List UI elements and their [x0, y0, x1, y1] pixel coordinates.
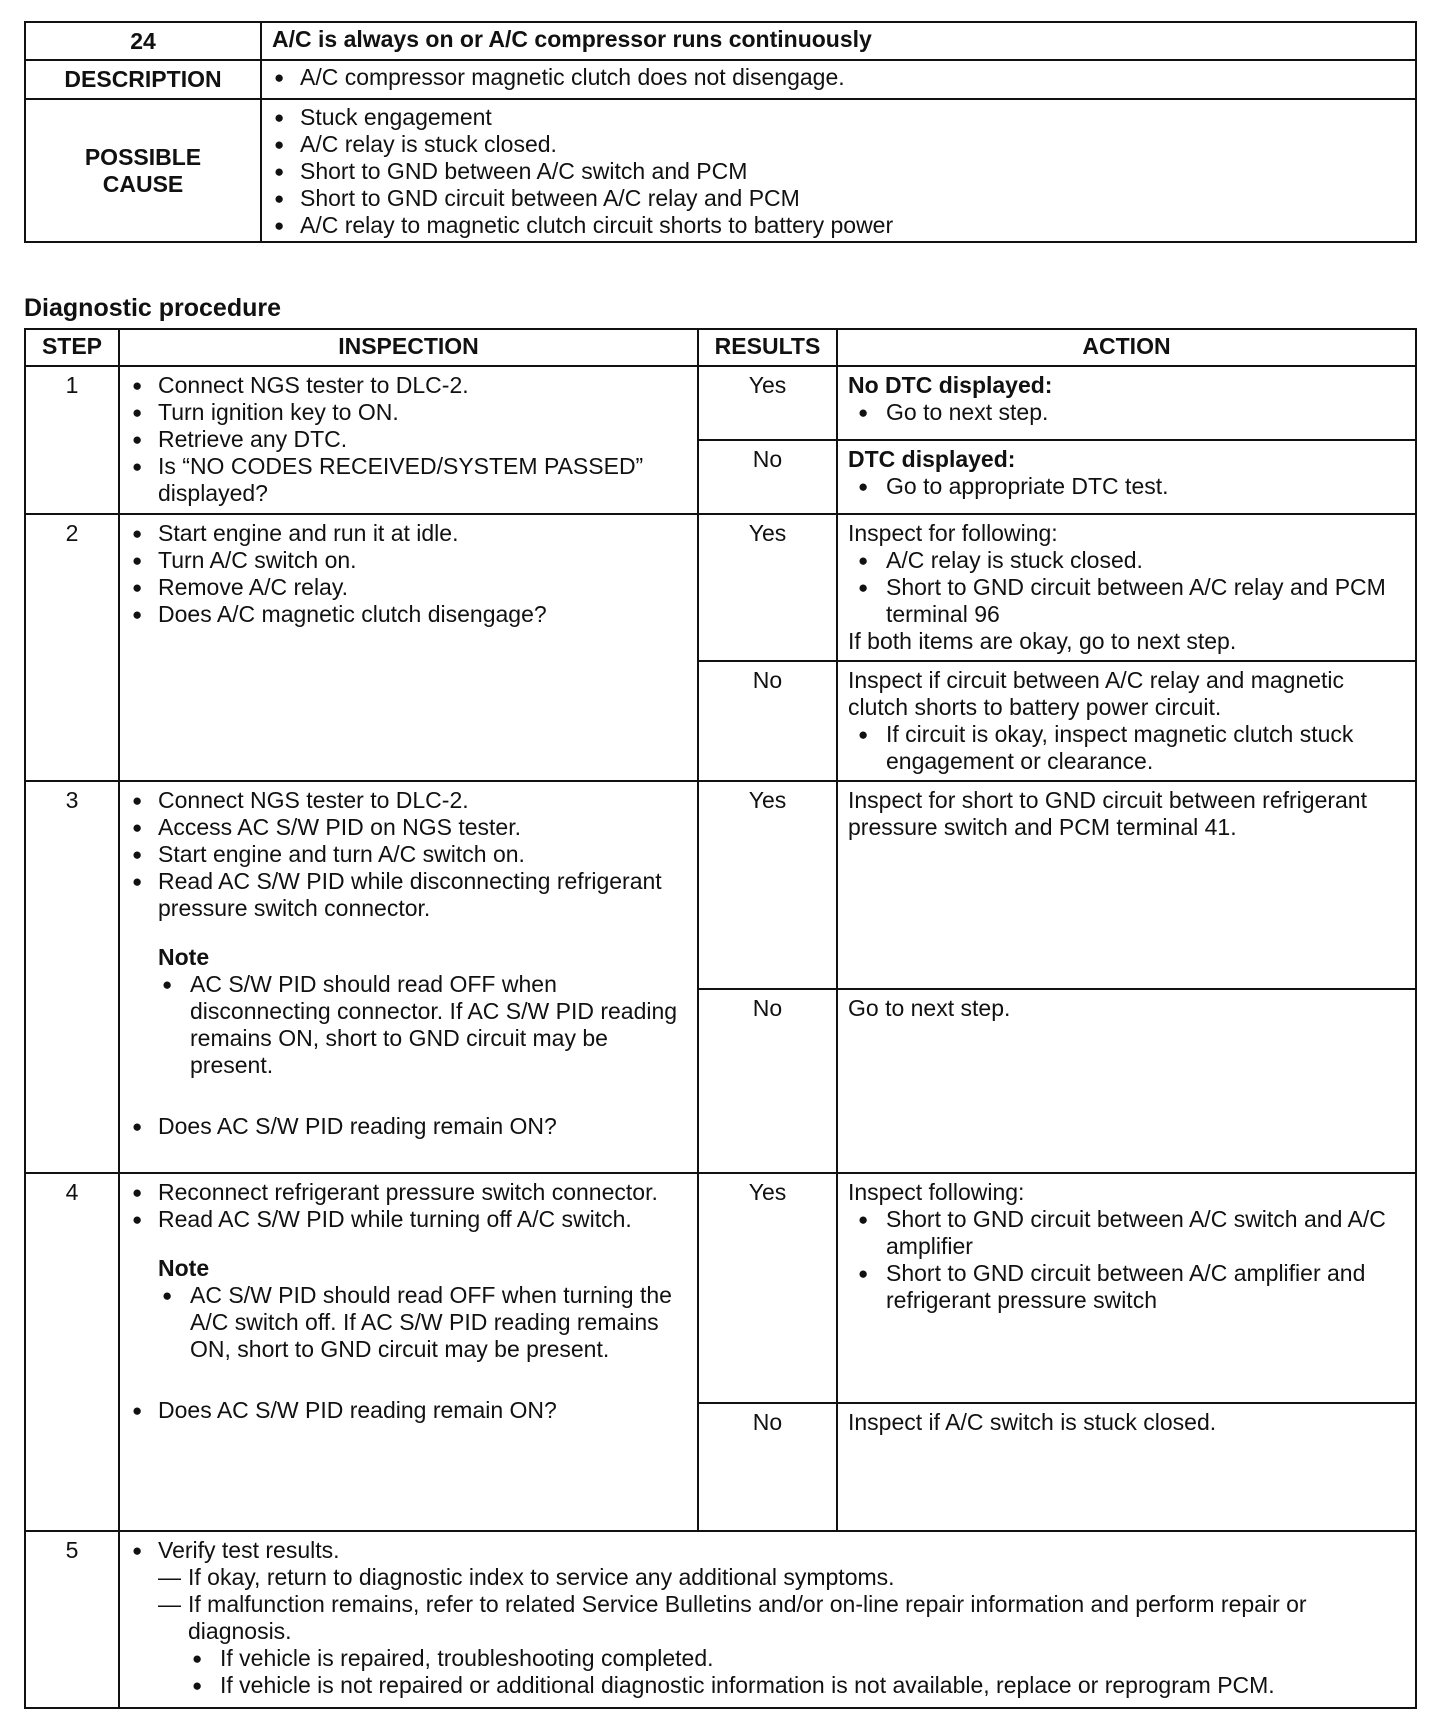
- description-label: DESCRIPTION: [25, 60, 261, 99]
- possible-cause-list: [270, 104, 1405, 239]
- result-yes: Yes: [698, 781, 837, 989]
- summary-table: [24, 21, 1417, 243]
- inspection-item: ● Reconnect refrigerant pressure switch connector.: [128, 1179, 689, 1206]
- diagnostic-procedure-heading: Diagnostic procedure: [24, 294, 281, 322]
- inspection-item: ● Connect NGS tester to DLC-2.: [128, 372, 689, 399]
- step-4-yes-action: Inspect following: ● Short to GND circuit between A/C switch and A/C amplifier ● Short to GND circuit between A/C amplifier and refrigerant pressure switch: [837, 1173, 1416, 1403]
- step-1-no-action: DTC displayed: ● Go to appropriate DTC test.: [837, 440, 1416, 514]
- step-number: 4: [25, 1173, 119, 1531]
- step-number: 5: [25, 1531, 119, 1708]
- procedure-header-row: [25, 329, 1416, 366]
- step-header: STEP: [25, 329, 119, 366]
- step-1-yes-action: No DTC displayed: ● Go to next step.: [837, 366, 1416, 440]
- inspection-item: ● Read AC S/W PID while disconnecting refrigerant pressure switch connector.: [128, 868, 689, 922]
- cause-item: ● Short to GND between A/C switch and PCM: [270, 158, 1405, 185]
- inspection-item: ● Verify test results.: [128, 1537, 1407, 1564]
- inspection-item: ● Access AC S/W PID on NGS tester.: [128, 814, 689, 841]
- dash-item: — If okay, return to diagnostic index to service any additional symptoms.: [158, 1564, 1407, 1591]
- inspection-item: ● Start engine and run it at idle.: [128, 520, 689, 547]
- cause-item: ● Short to GND circuit between A/C relay and PCM: [270, 185, 1405, 212]
- result-no: No: [698, 440, 837, 514]
- inspection-question: ● Does AC S/W PID reading remain ON?: [128, 1113, 689, 1140]
- inspection-item: ● Turn A/C switch on.: [128, 547, 689, 574]
- step-5-inspection: [119, 1531, 1416, 1708]
- note-title: Note: [158, 944, 210, 970]
- step-3-inspection: [119, 781, 698, 1173]
- inspection-item: ● Start engine and turn A/C switch on.: [128, 841, 689, 868]
- cause-item: ● A/C relay is stuck closed.: [270, 131, 1405, 158]
- step-5-row: [25, 1531, 1416, 1708]
- description-text: ● A/C compressor magnetic clutch does not disengage.: [270, 64, 1405, 91]
- sub-item: ● If vehicle is repaired, troubleshooting completed.: [188, 1645, 1407, 1672]
- cause-item: ● A/C relay to magnetic clutch circuit shorts to battery power: [270, 212, 1405, 239]
- result-yes: Yes: [698, 366, 837, 440]
- step-number: 3: [25, 781, 119, 1173]
- step-2-yes-action: Inspect for following: ● A/C relay is stuck closed. ● Short to GND circuit between A/C relay and PCM terminal 96 If both items are okay, go to next step.: [837, 514, 1416, 661]
- note-text: ● AC S/W PID should read OFF when turning the A/C switch off. If AC S/W PID reading remains ON, short to GND circuit may be present.: [158, 1282, 689, 1363]
- step-2-yes-row: [25, 514, 1416, 661]
- step-2-no-action: Inspect if circuit between A/C relay and magnetic clutch shorts to battery power circuit. ● If circuit is okay, inspect magnetic clutch stuck engagement or clearance.: [837, 661, 1416, 781]
- inspection-header: INSPECTION: [119, 329, 698, 366]
- result-no: No: [698, 1403, 837, 1531]
- step-number: 2: [25, 514, 119, 781]
- description-row: [25, 60, 1416, 99]
- step-3-yes-action: Inspect for short to GND circuit between refrigerant pressure switch and PCM terminal 41.: [837, 781, 1416, 989]
- step-4-no-action: Inspect if A/C switch is stuck closed.: [837, 1403, 1416, 1531]
- inspection-question: ● Does AC S/W PID reading remain ON?: [128, 1397, 689, 1424]
- possible-cause-label: POSSIBLE CAUSE: [25, 99, 261, 242]
- inspection-item: ● Does A/C magnetic clutch disengage?: [128, 601, 689, 628]
- inspection-item: ● Read AC S/W PID while turning off A/C switch.: [128, 1206, 689, 1233]
- cause-item: ● Stuck engagement: [270, 104, 1405, 131]
- step-number: 1: [25, 366, 119, 514]
- note-text: ● AC S/W PID should read OFF when disconnecting connector. If AC S/W PID reading remains ON, short to GND circuit may be present.: [158, 971, 689, 1079]
- inspection-item: ● Connect NGS tester to DLC-2.: [128, 787, 689, 814]
- step-2-inspection: [119, 514, 698, 781]
- inspection-item: ● Is “NO CODES RECEIVED/SYSTEM PASSED” displayed?: [128, 453, 689, 507]
- step-1-yes-row: [25, 366, 1416, 440]
- step-4-inspection: [119, 1173, 698, 1531]
- step-1-inspection: [119, 366, 698, 514]
- results-header: RESULTS: [698, 329, 837, 366]
- dash-item: — If malfunction remains, refer to related Service Bulletins and/or on-line repair information and perform repair or diagnosis.: [158, 1591, 1407, 1645]
- step-3-yes-row: [25, 781, 1416, 989]
- inspection-item: ● Retrieve any DTC.: [128, 426, 689, 453]
- result-yes: Yes: [698, 1173, 837, 1403]
- possible-cause-row: [25, 99, 1416, 242]
- step-4-yes-row: [25, 1173, 1416, 1403]
- trouble-title: A/C is always on or A/C compressor runs continuously: [261, 22, 1416, 60]
- sub-item: ● If vehicle is not repaired or additional diagnostic information is not available, replace or reprogram PCM.: [188, 1672, 1407, 1699]
- step-3-no-action: Go to next step.: [837, 989, 1416, 1173]
- inspection-item: ● Turn ignition key to ON.: [128, 399, 689, 426]
- result-no: No: [698, 989, 837, 1173]
- note-title: Note: [158, 1255, 210, 1281]
- result-no: No: [698, 661, 837, 781]
- inspection-item: ● Remove A/C relay.: [128, 574, 689, 601]
- result-yes: Yes: [698, 514, 837, 661]
- summary-title-row: [25, 22, 1416, 60]
- action-header: ACTION: [837, 329, 1416, 366]
- trouble-number: 24: [25, 22, 261, 60]
- diagnostic-procedure-table: [24, 328, 1417, 1709]
